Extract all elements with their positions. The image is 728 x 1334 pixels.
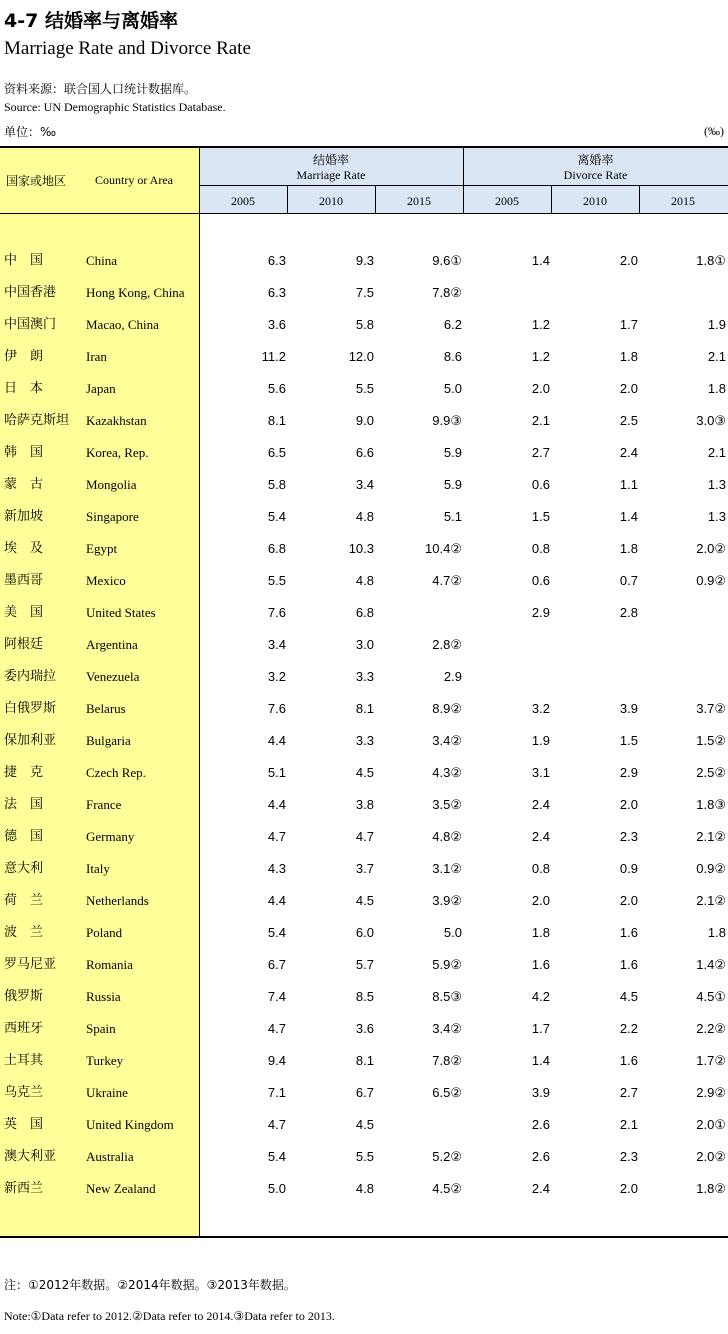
divorce-rate-2005: 2.4 bbox=[531, 829, 550, 844]
divorce-rate-2010: 1.8 bbox=[619, 541, 638, 556]
divorce-rate-2015: 2.0② bbox=[696, 1149, 726, 1164]
page-title-en: Marriage Rate and Divorce Rate bbox=[4, 38, 251, 59]
marriage-rate-2010: 3.3 bbox=[355, 669, 374, 684]
country-name-en: Poland bbox=[86, 925, 123, 940]
divorce-rate-2010: 1.4 bbox=[619, 509, 638, 524]
divorce-rate-2005: 0.6 bbox=[531, 573, 550, 588]
divorce-rate-2015: 1.7② bbox=[696, 1053, 726, 1068]
marriage-rate-2010: 4.8 bbox=[355, 509, 374, 524]
marriage-rate-2015: 5.9② bbox=[432, 957, 462, 972]
country-name-en: New Zealand bbox=[86, 1181, 156, 1196]
country-name-cn: 美 国 bbox=[4, 605, 44, 620]
marriage-rate-2010: 3.0 bbox=[355, 637, 374, 652]
marriage-rate-2005: 6.3 bbox=[267, 285, 286, 300]
marriage-rate-2005: 5.4 bbox=[267, 509, 286, 524]
marriage-rate-2015: 5.9 bbox=[443, 445, 462, 460]
marriage-rate-2015: 6.5② bbox=[432, 1085, 462, 1100]
country-name-en: Bulgaria bbox=[86, 733, 131, 748]
country-name-en: France bbox=[86, 797, 122, 812]
divorce-rate-2010: 4.5 bbox=[619, 989, 638, 1004]
marriage-rate-2015: 3.9② bbox=[432, 893, 462, 908]
divorce-rate-2010: 2.0 bbox=[619, 1181, 638, 1196]
divorce-rate-2015: 2.0② bbox=[696, 541, 726, 556]
divorce-rate-2010: 1.6 bbox=[619, 1053, 638, 1068]
divorce-rate-2015: 2.5② bbox=[696, 765, 726, 780]
country-name-en: Australia bbox=[86, 1149, 134, 1164]
marriage-rate-2005: 8.1 bbox=[267, 413, 286, 428]
divorce-rate-2015: 0.9② bbox=[696, 573, 726, 588]
marriage-rate-2015: 4.3② bbox=[432, 765, 462, 780]
marriage-rate-2005: 7.1 bbox=[267, 1085, 286, 1100]
unit-label-right: (‰) bbox=[704, 124, 724, 138]
table-row bbox=[0, 757, 728, 789]
marriage-rate-2005: 5.4 bbox=[267, 925, 286, 940]
marriage-rate-2005: 5.1 bbox=[267, 765, 286, 780]
marriage-rate-2010: 8.5 bbox=[355, 989, 374, 1004]
marriage-rate-2015: 5.9 bbox=[443, 477, 462, 492]
marriage-rate-2010: 7.5 bbox=[355, 285, 374, 300]
divorce-rate-2010: 2.7 bbox=[619, 1085, 638, 1100]
year-header: 2005 bbox=[231, 194, 255, 208]
divorce-rate-2010: 1.6 bbox=[619, 925, 638, 940]
country-name-cn: 荷 兰 bbox=[4, 893, 44, 908]
country-name-en: Iran bbox=[86, 349, 107, 364]
table-row bbox=[0, 501, 728, 533]
marriage-rate-2010: 6.8 bbox=[355, 605, 374, 620]
country-name-en: Venezuela bbox=[86, 669, 140, 684]
divorce-rate-2005: 2.6 bbox=[531, 1149, 550, 1164]
divorce-rate-2010: 1.8 bbox=[619, 349, 638, 364]
marriage-rate-2005: 4.4 bbox=[267, 797, 286, 812]
header-divorce-en: Divorce Rate bbox=[563, 168, 628, 182]
divorce-rate-2005: 2.9 bbox=[531, 605, 550, 620]
country-name-cn: 韩 国 bbox=[4, 445, 44, 460]
marriage-rate-2015: 8.5③ bbox=[432, 989, 462, 1004]
divorce-rate-2015: 1.3 bbox=[707, 477, 726, 492]
country-name-cn: 蒙 古 bbox=[4, 477, 44, 492]
table-row bbox=[0, 1141, 728, 1173]
marriage-rate-2015: 9.6① bbox=[432, 253, 462, 268]
divorce-rate-2010: 2.9 bbox=[619, 765, 638, 780]
data-table bbox=[0, 146, 728, 1238]
marriage-rate-2010: 8.1 bbox=[355, 1053, 374, 1068]
divorce-rate-2015: 1.5② bbox=[696, 733, 726, 748]
divorce-rate-2015: 2.2② bbox=[696, 1021, 726, 1036]
marriage-rate-2010: 8.1 bbox=[355, 701, 374, 716]
country-name-cn: 保加利亚 bbox=[4, 733, 57, 748]
country-name-cn: 波 兰 bbox=[4, 925, 44, 940]
country-name-cn: 墨西哥 bbox=[4, 573, 44, 588]
source-en: Source: UN Demographic Statistics Database. bbox=[4, 100, 226, 114]
marriage-rate-2005: 11.2 bbox=[261, 349, 286, 364]
divorce-rate-2010: 2.8 bbox=[619, 605, 638, 620]
marriage-rate-2015: 3.5② bbox=[432, 797, 462, 812]
table-row bbox=[0, 597, 728, 629]
divorce-rate-2005: 2.4 bbox=[531, 1181, 550, 1196]
country-name-cn: 日 本 bbox=[4, 381, 44, 396]
marriage-rate-2010: 9.0 bbox=[355, 413, 374, 428]
country-name-en: Ukraine bbox=[86, 1085, 128, 1100]
country-name-en: Italy bbox=[86, 861, 110, 876]
divorce-rate-2015: 3.0③ bbox=[696, 413, 726, 428]
country-name-cn: 捷 克 bbox=[4, 765, 44, 780]
divorce-rate-2005: 1.2 bbox=[531, 349, 550, 364]
marriage-rate-2010: 5.5 bbox=[355, 1149, 374, 1164]
marriage-rate-2010: 6.7 bbox=[355, 1085, 374, 1100]
table-row bbox=[0, 917, 728, 949]
marriage-rate-2005: 3.6 bbox=[267, 317, 286, 332]
table-row bbox=[0, 1109, 728, 1141]
year-header: 2010 bbox=[319, 194, 343, 208]
table-row bbox=[0, 885, 728, 917]
marriage-rate-2005: 6.5 bbox=[267, 445, 286, 460]
divorce-rate-2005: 4.2 bbox=[531, 989, 550, 1004]
divorce-rate-2010: 0.7 bbox=[619, 573, 638, 588]
divorce-rate-2015: 1.9 bbox=[707, 317, 726, 332]
divorce-rate-2010: 2.5 bbox=[619, 413, 638, 428]
table-row bbox=[0, 629, 728, 661]
marriage-rate-2015: 5.0 bbox=[443, 925, 462, 940]
table-row bbox=[0, 437, 728, 469]
marriage-rate-2010: 4.8 bbox=[355, 1181, 374, 1196]
divorce-rate-2005: 0.8 bbox=[531, 541, 550, 556]
marriage-rate-2010: 4.7 bbox=[355, 829, 374, 844]
marriage-rate-2005: 3.2 bbox=[267, 669, 286, 684]
divorce-rate-2010: 2.0 bbox=[619, 253, 638, 268]
divorce-rate-2005: 2.6 bbox=[531, 1117, 550, 1132]
marriage-rate-2015: 5.2② bbox=[432, 1149, 462, 1164]
divorce-rate-2005: 3.2 bbox=[531, 701, 550, 716]
divorce-rate-2015: 2.9② bbox=[696, 1085, 726, 1100]
marriage-rate-2015: 3.4② bbox=[432, 733, 462, 748]
marriage-rate-2010: 4.5 bbox=[355, 893, 374, 908]
marriage-rate-2015: 2.9 bbox=[443, 669, 462, 684]
divorce-rate-2005: 2.0 bbox=[531, 893, 550, 908]
marriage-rate-2010: 4.5 bbox=[355, 765, 374, 780]
marriage-rate-2005: 4.7 bbox=[267, 1117, 286, 1132]
divorce-rate-2005: 1.8 bbox=[531, 925, 550, 940]
header-country-cn: 国家或地区 bbox=[6, 174, 67, 188]
country-name-cn: 中国香港 bbox=[4, 285, 57, 300]
marriage-rate-2005: 4.7 bbox=[267, 1021, 286, 1036]
country-name-cn: 委内瑞拉 bbox=[4, 669, 57, 684]
country-name-cn: 中国澳门 bbox=[4, 317, 57, 332]
marriage-rate-2015: 2.8② bbox=[432, 637, 462, 652]
country-name-en: Argentina bbox=[86, 637, 138, 652]
header-divorce-cn: 离婚率 bbox=[577, 153, 614, 167]
table-row bbox=[0, 533, 728, 565]
year-header: 2015 bbox=[407, 194, 431, 208]
divorce-rate-2005: 2.4 bbox=[531, 797, 550, 812]
unit-label: 单位：‰ bbox=[4, 125, 57, 139]
marriage-rate-2015: 8.9② bbox=[432, 701, 462, 716]
divorce-rate-2005: 1.4 bbox=[531, 253, 550, 268]
marriage-rate-2005: 6.7 bbox=[267, 957, 286, 972]
divorce-rate-2005: 3.9 bbox=[531, 1085, 550, 1100]
divorce-rate-2015: 4.5① bbox=[696, 989, 726, 1004]
country-name-en: Belarus bbox=[86, 701, 126, 716]
country-name-en: Singapore bbox=[86, 509, 139, 524]
table-row bbox=[0, 661, 728, 693]
marriage-rate-2005: 7.6 bbox=[267, 605, 286, 620]
marriage-rate-2005: 3.4 bbox=[267, 637, 286, 652]
header-country-en: Country or Area bbox=[95, 173, 173, 187]
divorce-rate-2010: 1.7 bbox=[619, 317, 638, 332]
divorce-rate-2010: 2.0 bbox=[619, 381, 638, 396]
marriage-rate-2015: 3.1② bbox=[432, 861, 462, 876]
header-marriage-en: Marriage Rate bbox=[296, 168, 366, 182]
note-en: Note:①Data refer to 2012.②Data refer to 2014.③Data refer to 2013. bbox=[4, 1309, 335, 1323]
table-row bbox=[0, 245, 728, 277]
country-name-cn: 德 国 bbox=[4, 829, 44, 844]
country-name-cn: 埃 及 bbox=[4, 541, 44, 556]
divorce-rate-2005: 0.6 bbox=[531, 477, 550, 492]
marriage-rate-2005: 5.8 bbox=[267, 477, 286, 492]
table-row bbox=[0, 853, 728, 885]
country-name-en: Mexico bbox=[86, 573, 126, 588]
divorce-rate-2010: 2.0 bbox=[619, 797, 638, 812]
bottom-rule bbox=[0, 1236, 728, 1238]
divorce-rate-2015: 0.9② bbox=[696, 861, 726, 876]
country-name-en: United Kingdom bbox=[86, 1117, 174, 1132]
divorce-rate-2015: 1.4② bbox=[696, 957, 726, 972]
country-name-en: Romania bbox=[86, 957, 133, 972]
divorce-rate-2010: 2.2 bbox=[619, 1021, 638, 1036]
divorce-rate-2015: 1.8① bbox=[696, 253, 726, 268]
country-name-cn: 西班牙 bbox=[4, 1021, 44, 1036]
marriage-rate-2010: 6.0 bbox=[355, 925, 374, 940]
divorce-rate-2015: 2.1② bbox=[696, 893, 726, 908]
divorce-rate-2010: 1.5 bbox=[619, 733, 638, 748]
divorce-rate-2010: 2.4 bbox=[619, 445, 638, 460]
country-name-cn: 俄罗斯 bbox=[4, 989, 44, 1004]
country-name-en: Spain bbox=[86, 1021, 116, 1036]
marriage-rate-2005: 4.3 bbox=[267, 861, 286, 876]
country-name-en: China bbox=[86, 253, 118, 268]
table-row bbox=[0, 693, 728, 725]
country-name-en: Russia bbox=[86, 989, 121, 1004]
marriage-rate-2015: 4.7② bbox=[432, 573, 462, 588]
country-name-cn: 伊 朗 bbox=[4, 349, 44, 364]
marriage-rate-2015: 9.9③ bbox=[432, 413, 462, 428]
country-name-cn: 乌克兰 bbox=[4, 1085, 44, 1100]
divorce-rate-2010: 2.1 bbox=[619, 1117, 638, 1132]
divorce-rate-2015: 2.1 bbox=[707, 349, 726, 364]
marriage-rate-2015: 4.8② bbox=[432, 829, 462, 844]
country-name-cn: 哈萨克斯坦 bbox=[4, 413, 70, 428]
country-name-en: Mongolia bbox=[86, 477, 137, 492]
marriage-rate-2015: 8.6 bbox=[443, 349, 462, 364]
divorce-rate-2015: 2.1 bbox=[707, 445, 726, 460]
divorce-rate-2015: 1.8③ bbox=[696, 797, 726, 812]
country-name-cn: 罗马尼亚 bbox=[4, 957, 57, 972]
country-name-en: Japan bbox=[86, 381, 116, 396]
table-row bbox=[0, 469, 728, 501]
divorce-rate-2015: 1.8 bbox=[707, 381, 726, 396]
country-name-cn: 意大利 bbox=[4, 861, 44, 876]
table-row bbox=[0, 1013, 728, 1045]
country-name-cn: 法 国 bbox=[4, 797, 44, 812]
divorce-rate-2005: 1.5 bbox=[531, 509, 550, 524]
divorce-rate-2005: 1.4 bbox=[531, 1053, 550, 1068]
table-row bbox=[0, 789, 728, 821]
country-name-en: Macao, China bbox=[86, 317, 159, 332]
country-name-cn: 阿根廷 bbox=[4, 637, 44, 652]
marriage-rate-2010: 10.3 bbox=[348, 541, 374, 556]
marriage-rate-2010: 5.8 bbox=[355, 317, 374, 332]
country-name-en: Czech Rep. bbox=[86, 765, 146, 780]
table-row bbox=[0, 341, 728, 373]
table-row bbox=[0, 1045, 728, 1077]
marriage-rate-2005: 5.6 bbox=[267, 381, 286, 396]
note-cn: 注：①2012年数据。②2014年数据。③2013年数据。 bbox=[4, 1278, 296, 1292]
marriage-rate-2005: 5.5 bbox=[267, 573, 286, 588]
divorce-rate-2005: 1.2 bbox=[531, 317, 550, 332]
marriage-rate-2010: 3.8 bbox=[355, 797, 374, 812]
country-name-en: Kazakhstan bbox=[86, 413, 147, 428]
divorce-rate-2015: 2.0① bbox=[696, 1117, 726, 1132]
table-row bbox=[0, 725, 728, 757]
country-name-cn: 新西兰 bbox=[4, 1181, 44, 1196]
country-name-cn: 白俄罗斯 bbox=[4, 701, 57, 716]
marriage-rate-2005: 9.4 bbox=[267, 1053, 286, 1068]
country-name-en: Korea, Rep. bbox=[86, 445, 149, 460]
marriage-rate-2010: 4.5 bbox=[355, 1117, 374, 1132]
marriage-rate-2015: 7.8② bbox=[432, 1053, 462, 1068]
marriage-rate-2015: 10.4② bbox=[425, 541, 462, 556]
marriage-rate-2005: 4.4 bbox=[267, 893, 286, 908]
table-row bbox=[0, 949, 728, 981]
divorce-rate-2015: 1.8 bbox=[707, 925, 726, 940]
marriage-rate-2010: 4.8 bbox=[355, 573, 374, 588]
marriage-rate-2015: 5.1 bbox=[443, 509, 462, 524]
table-row bbox=[0, 821, 728, 853]
top-rule bbox=[0, 146, 728, 148]
country-name-en: Hong Kong, China bbox=[86, 285, 185, 300]
marriage-rate-2005: 7.6 bbox=[267, 701, 286, 716]
marriage-rate-2010: 3.3 bbox=[355, 733, 374, 748]
year-header: 2005 bbox=[495, 194, 519, 208]
divorce-rate-2015: 1.8② bbox=[696, 1181, 726, 1196]
marriage-rate-2005: 7.4 bbox=[267, 989, 286, 1004]
marriage-rate-2005: 5.0 bbox=[267, 1181, 286, 1196]
country-name-cn: 英 国 bbox=[4, 1117, 44, 1132]
divorce-rate-2005: 1.7 bbox=[531, 1021, 550, 1036]
header-marriage-cn: 结婚率 bbox=[312, 153, 349, 167]
table-row bbox=[0, 1173, 728, 1205]
divorce-rate-2005: 2.7 bbox=[531, 445, 550, 460]
marriage-rate-2010: 3.6 bbox=[355, 1021, 374, 1036]
country-name-en: United States bbox=[86, 605, 156, 620]
divorce-rate-2010: 0.9 bbox=[619, 861, 638, 876]
marriage-rate-2015: 5.0 bbox=[443, 381, 462, 396]
country-name-cn: 澳大利亚 bbox=[4, 1149, 57, 1164]
divorce-rate-2005: 1.6 bbox=[531, 957, 550, 972]
marriage-rate-2005: 4.4 bbox=[267, 733, 286, 748]
marriage-rate-2010: 3.4 bbox=[355, 477, 374, 492]
divorce-rate-2010: 1.1 bbox=[619, 477, 638, 492]
divorce-rate-2015: 1.3 bbox=[707, 509, 726, 524]
divorce-rate-2015: 3.7② bbox=[696, 701, 726, 716]
year-header: 2010 bbox=[583, 194, 607, 208]
table-row bbox=[0, 405, 728, 437]
marriage-rate-2005: 5.4 bbox=[267, 1149, 286, 1164]
marriage-rate-2015: 4.5② bbox=[432, 1181, 462, 1196]
divorce-rate-2005: 2.1 bbox=[531, 413, 550, 428]
divorce-rate-2010: 2.3 bbox=[619, 1149, 638, 1164]
marriage-rate-2010: 12.0 bbox=[348, 349, 374, 364]
marriage-rate-2010: 9.3 bbox=[355, 253, 374, 268]
divorce-rate-2010: 3.9 bbox=[619, 701, 638, 716]
country-name-en: Netherlands bbox=[86, 893, 149, 908]
divorce-rate-2010: 2.0 bbox=[619, 893, 638, 908]
country-name-en: Turkey bbox=[86, 1053, 124, 1068]
marriage-rate-2005: 6.8 bbox=[267, 541, 286, 556]
country-name-en: Egypt bbox=[86, 541, 118, 556]
marriage-rate-2010: 5.7 bbox=[355, 957, 374, 972]
country-name-cn: 新加坡 bbox=[4, 509, 44, 524]
country-name-cn: 中 国 bbox=[4, 253, 44, 268]
marriage-rate-2015: 7.8② bbox=[432, 285, 462, 300]
table-row bbox=[0, 981, 728, 1013]
divorce-rate-2015: 2.1② bbox=[696, 829, 726, 844]
marriage-rate-2010: 6.6 bbox=[355, 445, 374, 460]
country-name-cn: 土耳其 bbox=[4, 1053, 44, 1068]
table-row bbox=[0, 1077, 728, 1109]
source-cn: 资料来源：联合国人口统计数据库。 bbox=[4, 82, 197, 96]
page-title-cn: 4-7 结婚率与离婚率 bbox=[4, 10, 178, 32]
divorce-rate-2010: 1.6 bbox=[619, 957, 638, 972]
header-bottom-rule bbox=[0, 213, 728, 214]
marriage-rate-2005: 4.7 bbox=[267, 829, 286, 844]
divorce-rate-2005: 2.0 bbox=[531, 381, 550, 396]
table-row bbox=[0, 309, 728, 341]
divorce-rate-2005: 3.1 bbox=[531, 765, 550, 780]
table-row bbox=[0, 373, 728, 405]
table-row bbox=[0, 277, 728, 309]
year-header: 2015 bbox=[671, 194, 695, 208]
marriage-rate-2015: 3.4② bbox=[432, 1021, 462, 1036]
marriage-rate-2015: 6.2 bbox=[443, 317, 462, 332]
country-name-en: Germany bbox=[86, 829, 135, 844]
table-row bbox=[0, 565, 728, 597]
marriage-rate-2010: 5.5 bbox=[355, 381, 374, 396]
divorce-rate-2005: 1.9 bbox=[531, 733, 550, 748]
divorce-rate-2010: 2.3 bbox=[619, 829, 638, 844]
divorce-rate-2005: 0.8 bbox=[531, 861, 550, 876]
marriage-rate-2005: 6.3 bbox=[267, 253, 286, 268]
marriage-rate-2010: 3.7 bbox=[355, 861, 374, 876]
